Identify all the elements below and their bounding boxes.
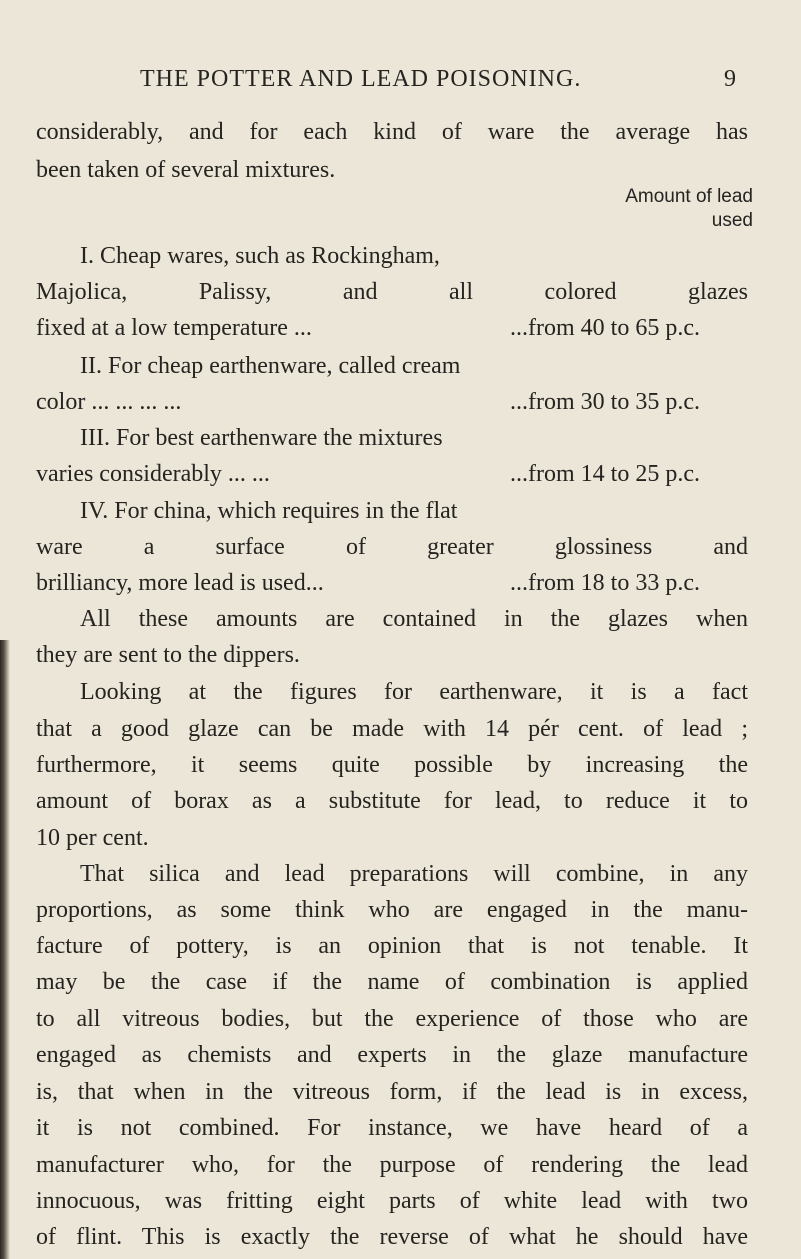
paragraph-line: proportions, as some think who are engaged in the manu- <box>36 897 748 923</box>
page-gutter-shadow <box>0 640 10 1259</box>
entry-text: IV. For china, which requires in the flat <box>80 498 458 524</box>
amount-header-line: Amount of lead <box>625 186 753 207</box>
paragraph-line: that a good glaze can be made with 14 pér cent. of lead ; <box>36 716 748 742</box>
paragraph-line: is, that when in the vitreous form, if the lead is in excess, <box>36 1079 748 1105</box>
entry-amount: ...from 14 to 25 p.c. <box>510 461 700 487</box>
paragraph-line: All these amounts are contained in the glazes when <box>80 606 748 632</box>
entry-text: ware a surface of greater glossiness and <box>36 534 748 560</box>
entry-text: varies considerably ... ... <box>36 461 270 487</box>
paragraph-line: may be the case if the name of combination is applied <box>36 969 748 995</box>
paragraph-line: innocuous, was fritting eight parts of white lead with two <box>36 1188 748 1214</box>
paragraph-line: That silica and lead preparations will combine, in any <box>80 861 748 887</box>
entry-text: brilliancy, more lead is used... <box>36 570 324 596</box>
paragraph-line: of flint. This is exactly the reverse of what he should have <box>36 1224 748 1250</box>
entry-text: II. For cheap earthenware, called cream <box>80 353 461 379</box>
paragraph-line: furthermore, it seems quite possible by increasing the <box>36 752 748 778</box>
entry-amount: ...from 40 to 65 p.c. <box>510 315 700 341</box>
entry-text: fixed at a low temperature ... <box>36 315 312 341</box>
paragraph-line: amount of borax as a substitute for lead, to reduce it to <box>36 788 748 814</box>
paragraph-line: 10 per cent. <box>36 825 149 851</box>
entry-amount: ...from 30 to 35 p.c. <box>510 389 700 415</box>
paragraph-line: Looking at the figures for earthenware, it is a fact <box>80 679 748 705</box>
paragraph-line: manufacturer who, for the purpose of rendering the lead <box>36 1152 748 1178</box>
paragraph-line: to all vitreous bodies, but the experience of those who are <box>36 1006 748 1032</box>
entry-text: Majolica, Palissy, and all colored glazes <box>36 279 748 305</box>
running-title: THE POTTER AND LEAD POISONING. <box>140 66 582 92</box>
paragraph-line: facture of pottery, is an opinion that is not tenable. It <box>36 933 748 959</box>
paragraph-line: engaged as chemists and experts in the glaze manufacture <box>36 1042 748 1068</box>
entry-text: I. Cheap wares, such as Rockingham, <box>80 243 440 269</box>
amount-header-line: used <box>711 210 753 231</box>
amount-column-header <box>625 185 753 233</box>
entry-amount: ...from 18 to 33 p.c. <box>510 570 700 596</box>
paragraph-line: they are sent to the dippers. <box>36 642 300 668</box>
entry-text: color ... ... ... ... <box>36 389 182 415</box>
intro-line: considerably, and for each kind of ware the average has <box>36 119 748 145</box>
entry-text: III. For best earthenware the mixtures <box>80 425 443 451</box>
page-header <box>0 66 801 96</box>
page-number: 9 <box>724 66 737 92</box>
intro-line: been taken of several mixtures. <box>36 157 336 183</box>
paragraph-line: it is not combined. For instance, we have heard of a <box>36 1115 748 1141</box>
